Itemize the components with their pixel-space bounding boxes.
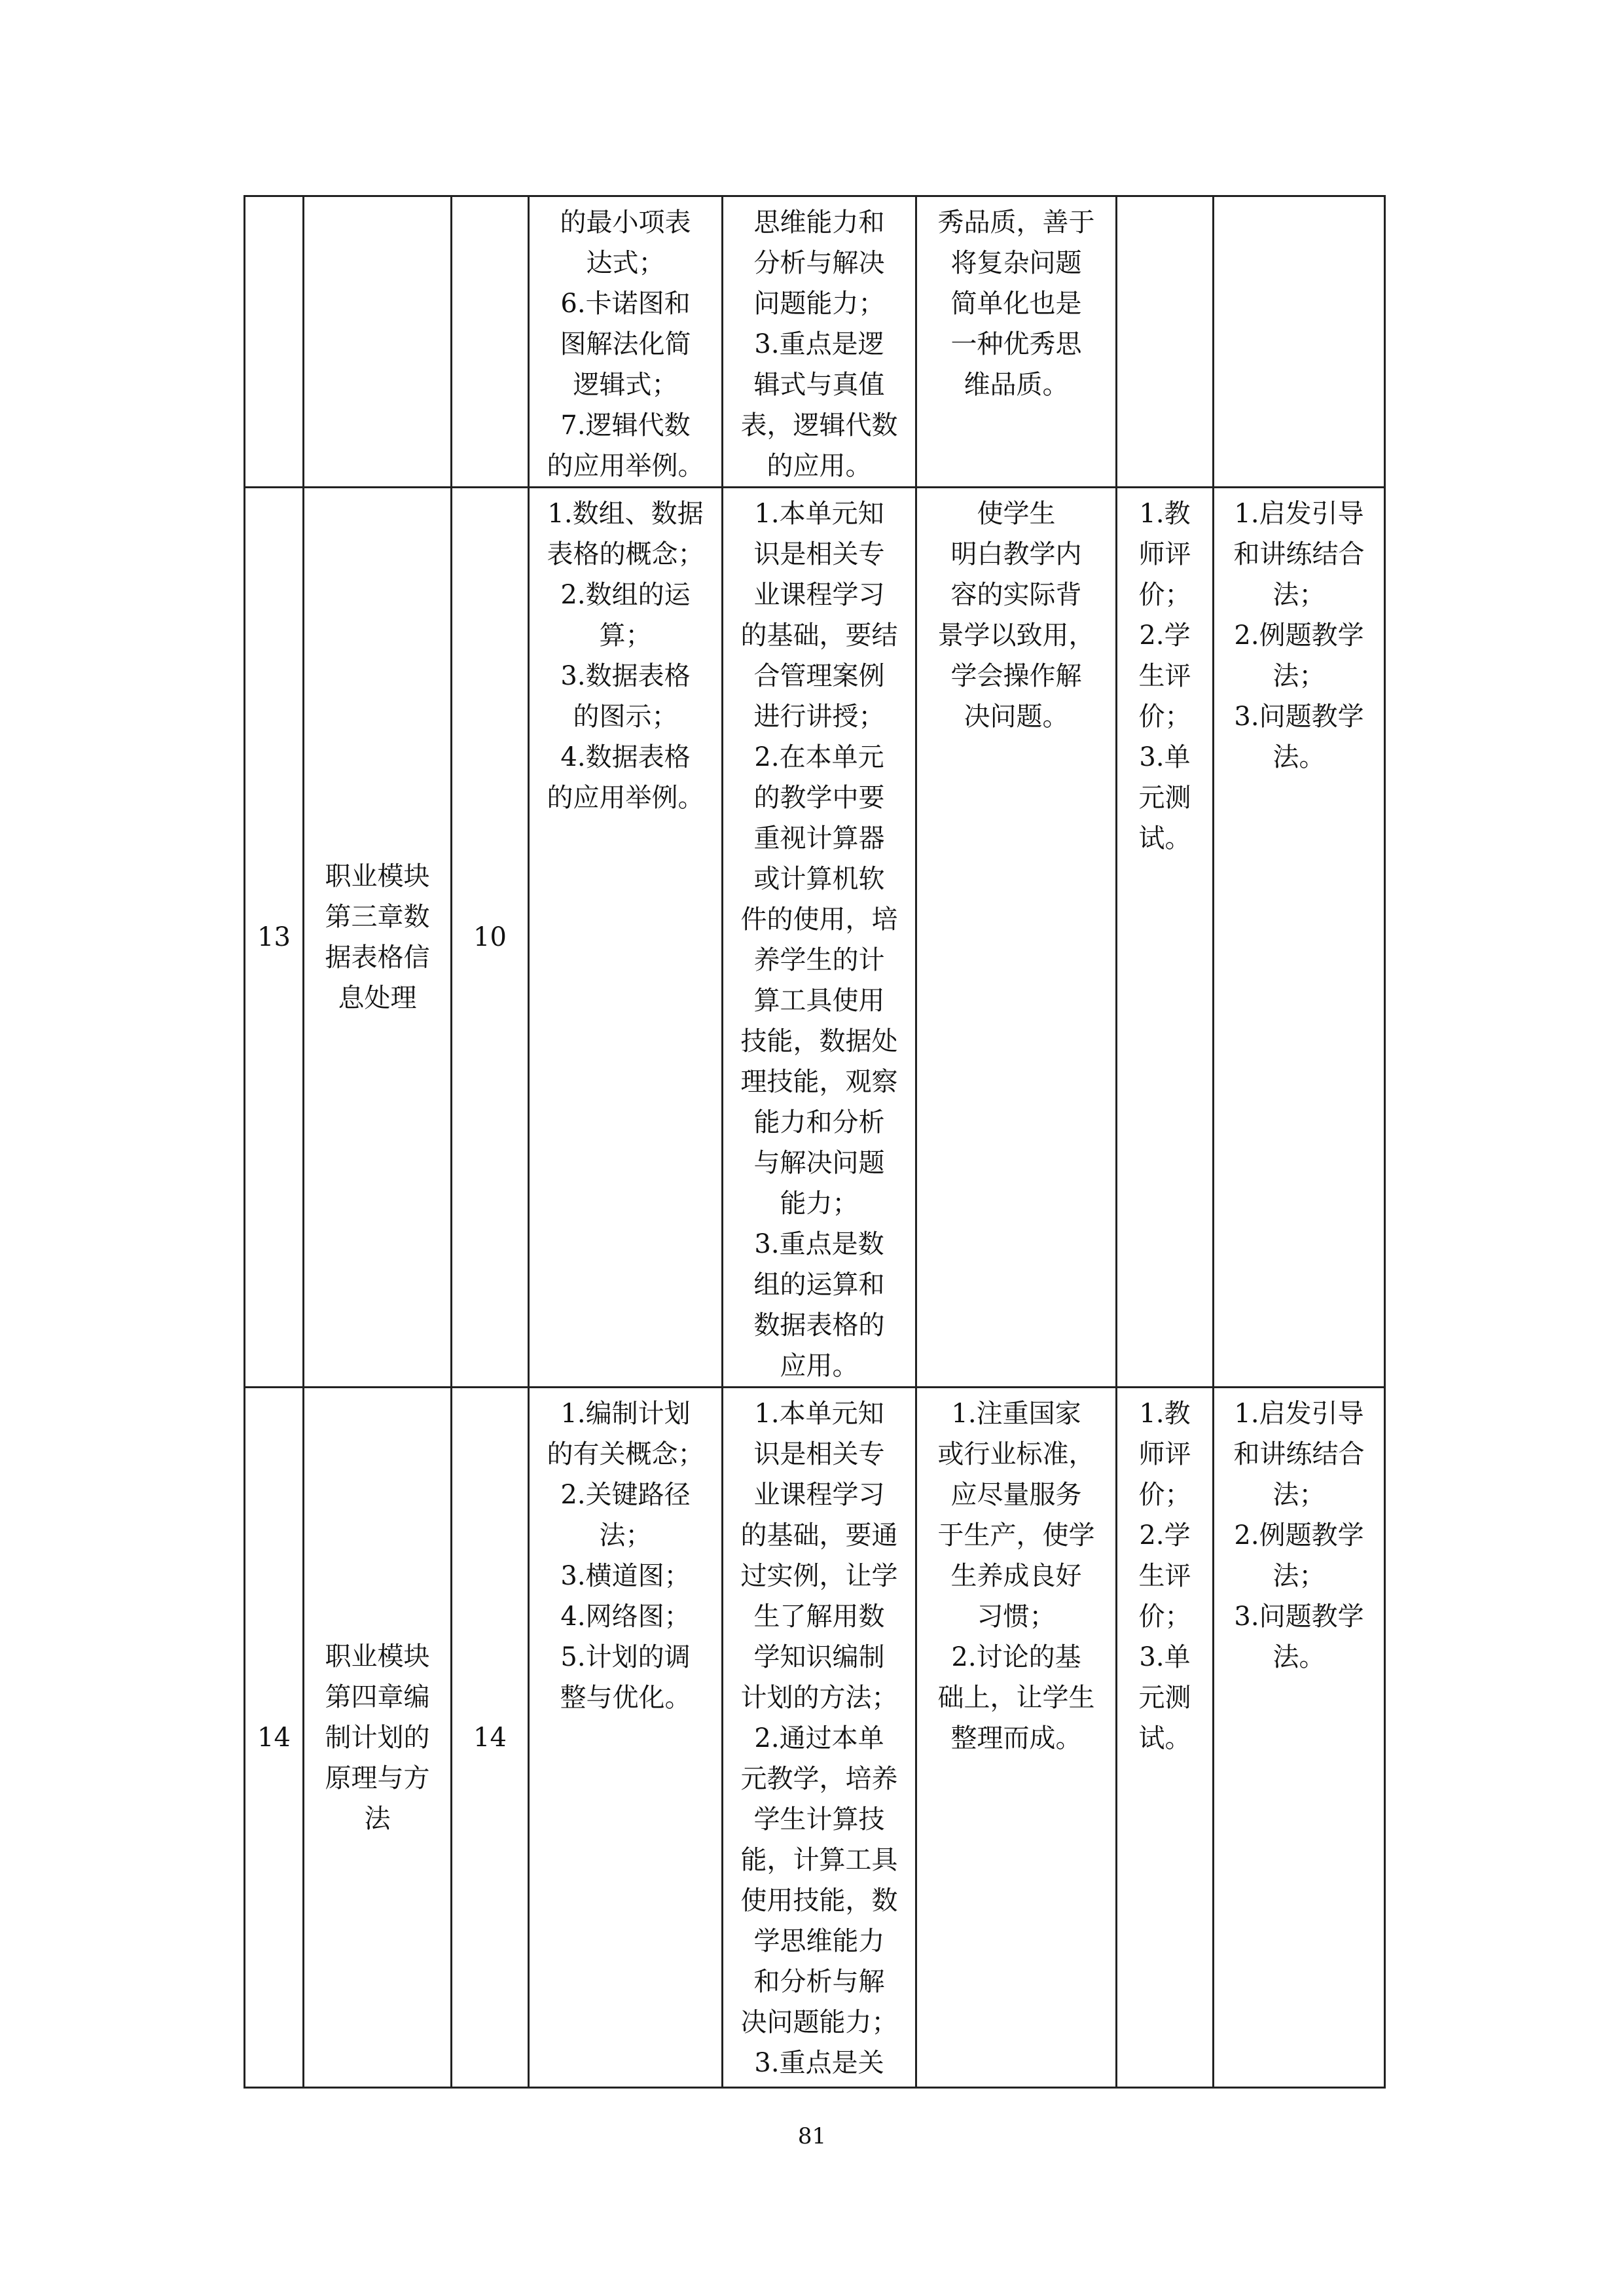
cell-line: 学会操作解 [950,661,1082,691]
cell-line: 的最小项表 [560,207,691,238]
cell-line: 2.学 [1139,1520,1191,1551]
cell-line: 法； [1272,580,1326,610]
cell-line: 1.启发引导 [1234,1399,1364,1429]
cell-assessment [1117,488,1214,1388]
cell-line: 2.数组的运 [560,580,691,610]
cell-number [245,196,304,488]
cell-line: 4.网络图； [560,1602,691,1632]
cell-number: 14 [245,1388,304,2088]
cell-line: 1.本单元知 [754,499,884,529]
cell-line: 7.逻辑代数 [560,410,691,440]
cell-line: 养学生的计 [753,945,885,975]
cell-line: 计划的方法； [740,1683,898,1713]
cell-line: 业课程学习 [753,580,885,610]
cell-line: 6.卡诺图和 [560,289,691,319]
cell-line: 和分析与解 [753,1967,885,1997]
cell-line: 景学以致用， [937,620,1095,651]
cell-teaching-content [529,196,723,488]
cell-line: 思维能力和 [753,207,885,238]
cell-line: 学生计算技 [753,1804,885,1835]
cell-line: 能力； [780,1189,859,1219]
table-body [245,196,1385,2088]
cell-ideological-elements [916,1388,1117,2088]
cell-hours [452,196,529,488]
cell-hours: 10 [452,488,529,1388]
cell-assessment [1117,196,1214,488]
cell-hours: 14 [452,1388,529,2088]
cell-line: 试。 [1138,823,1191,853]
cell-line: 表格的概念； [547,539,704,569]
cell-line: 的基础，要通 [740,1520,898,1551]
cell-line: 法。 [1272,1642,1326,1672]
cell-line: 使学生 [977,499,1056,529]
cell-line: 1.注重国家 [951,1399,1081,1429]
cell-line: 生养成良好 [950,1561,1082,1591]
cell-line: 3.单 [1139,742,1191,772]
cell-line: 算； [599,620,652,651]
cell-line: 的图示； [573,702,678,732]
cell-line: 表，逻辑代数 [740,410,898,440]
cell-line: 的教学中要 [753,783,885,813]
cell-line: 决问题能力； [740,2007,898,2037]
cell-ideological-elements [916,488,1117,1388]
cell-line: 2.在本单元 [754,742,884,772]
cell-line: 或行业标准， [937,1439,1095,1469]
cell-line: 整理而成。 [950,1723,1082,1753]
cell-line: 法； [1272,1480,1326,1510]
cell-teaching-content [529,488,723,1388]
cell-line: 法； [599,1520,652,1551]
cell-line: 学思维能力 [753,1926,885,1956]
cell-line: 础上，让学生 [937,1683,1095,1713]
cell-line: 元测 [1138,1683,1191,1713]
cell-line: 1.教 [1139,1399,1191,1429]
cell-line: 辑式与真值 [753,370,885,400]
cell-line: 2.例题教学 [1234,1520,1364,1551]
cell-line: 件的使用，培 [740,905,898,935]
cell-line: 3.数据表格 [560,661,691,691]
cell-unit-title [304,1388,452,2088]
cell-line: 5.计划的调 [560,1642,691,1672]
cell-line: 3.问题教学 [1234,702,1364,732]
cell-teaching-requirements [723,488,916,1388]
cell-line: 原理与方 [325,1763,430,1793]
cell-line: 应用。 [780,1351,859,1381]
cell-line: 达式； [586,248,665,278]
cell-line: 图解法化简 [560,329,691,359]
cell-line: 1.编制计划 [560,1399,691,1429]
cell-teaching-methods [1214,196,1385,488]
cell-line: 维品质。 [964,370,1069,400]
cell-line: 问题能力； [753,289,885,319]
cell-line: 生评 [1138,1561,1191,1591]
cell-line: 过实例，让学 [740,1561,898,1591]
cell-line: 分析与解决 [753,248,885,278]
cell-teaching-requirements [723,196,916,488]
cell-line: 和讲练结合 [1233,539,1365,569]
page-number: 81 [797,2123,827,2149]
cell-line: 3.重点是数 [754,1229,884,1259]
cell-line: 容的实际背 [950,580,1082,610]
cell-line: 算工具使用 [753,986,885,1016]
cell-line: 师评 [1138,1439,1191,1469]
cell-line: 学知识编制 [753,1642,885,1672]
cell-teaching-content [529,1388,723,2088]
cell-line: 2.通过本单 [754,1723,884,1753]
cell-assessment [1117,1388,1214,2088]
cell-line: 识是相关专 [753,539,885,569]
cell-line: 4.数据表格 [560,742,691,772]
cell-line: 3.问题教学 [1234,1602,1364,1632]
cell-line: 据表格信 [325,942,430,973]
cell-line: 1.启发引导 [1234,499,1364,529]
cell-line: 元教学，培养 [740,1764,898,1794]
cell-number: 13 [245,488,304,1388]
cell-line: 的应用。 [767,451,872,481]
cell-line: 应尽量服务 [950,1480,1082,1510]
cell-line: 生了解用数 [753,1602,885,1632]
table-row [245,196,1385,488]
cell-line: 法。 [1272,742,1326,772]
cell-line: 生评 [1138,661,1191,691]
cell-line: 1.数组、数据 [547,499,704,529]
cell-line: 法； [1272,661,1326,691]
cell-line: 职业模块 [325,861,430,891]
cell-line: 或计算机软 [753,864,885,894]
cell-line: 3.重点是关 [754,2048,884,2078]
cell-line: 于生产，使学 [937,1520,1095,1551]
cell-line: 合管理案例 [753,661,885,691]
cell-line: 习惯； [977,1602,1056,1632]
cell-line: 整与优化。 [560,1683,691,1713]
cell-line: 价； [1138,1480,1191,1510]
cell-line: 2.关键路径 [560,1480,691,1510]
cell-line: 3.重点是逻 [754,329,884,359]
cell-line: 数据表格的 [753,1310,885,1340]
cell-ideological-elements [916,196,1117,488]
cell-line: 进行讲授； [753,702,885,732]
cell-teaching-methods [1214,1388,1385,2088]
cell-line: 理技能，观察 [740,1067,898,1097]
cell-teaching-requirements [723,1388,916,2088]
cell-unit-title [304,196,452,488]
table-row [245,488,1385,1388]
cell-line: 第三章数 [325,902,430,932]
cell-unit-title [304,488,452,1388]
cell-line: 3.横道图； [560,1561,691,1591]
cell-line: 法； [1272,1561,1326,1591]
cell-line: 息处理 [338,983,417,1013]
cell-line: 第四章编 [325,1681,430,1712]
cell-line: 决问题。 [964,702,1069,732]
cell-line: 能力和分析 [753,1107,885,1138]
cell-teaching-methods [1214,488,1385,1388]
cell-line: 试。 [1138,1723,1191,1753]
cell-line: 2.学 [1139,620,1191,651]
cell-line: 简单化也是 [950,289,1082,319]
cell-line: 3.单 [1139,1642,1191,1672]
table-row [245,1388,1385,2088]
cell-line: 的基础，要结 [740,620,898,651]
cell-line: 法 [364,1803,391,1834]
cell-line: 职业模块 [325,1641,430,1672]
cell-line: 价； [1138,580,1191,610]
cell-line: 明白教学内 [950,539,1082,569]
cell-line: 将复杂问题 [950,248,1082,278]
cell-line: 组的运算和 [753,1270,885,1300]
cell-line: 的应用举例。 [547,451,704,481]
cell-line: 元测 [1138,783,1191,813]
cell-line: 2.例题教学 [1234,620,1364,651]
cell-line: 一种优秀思 [950,329,1082,359]
cell-line: 能，计算工具 [740,1845,898,1875]
cell-line: 1.本单元知 [754,1399,884,1429]
cell-line: 1.教 [1139,499,1191,529]
cell-line: 重视计算器 [753,823,885,853]
cell-line: 秀品质，善于 [937,207,1095,238]
cell-line: 使用技能，数 [740,1886,898,1916]
cell-line: 技能，数据处 [740,1026,898,1056]
cell-line: 2.讨论的基 [951,1642,1081,1672]
cell-line: 识是相关专 [753,1439,885,1469]
cell-line: 业课程学习 [753,1480,885,1510]
cell-line: 价； [1138,1602,1191,1632]
cell-line: 师评 [1138,539,1191,569]
cell-line: 和讲练结合 [1233,1439,1365,1469]
cell-line: 的应用举例。 [547,783,704,813]
curriculum-table [244,195,1386,2089]
cell-line: 价； [1138,702,1191,732]
cell-line: 的有关概念； [547,1439,704,1469]
cell-line: 制计划的 [325,1722,430,1753]
cell-line: 逻辑式； [573,370,678,400]
cell-line: 与解决问题 [753,1148,885,1178]
